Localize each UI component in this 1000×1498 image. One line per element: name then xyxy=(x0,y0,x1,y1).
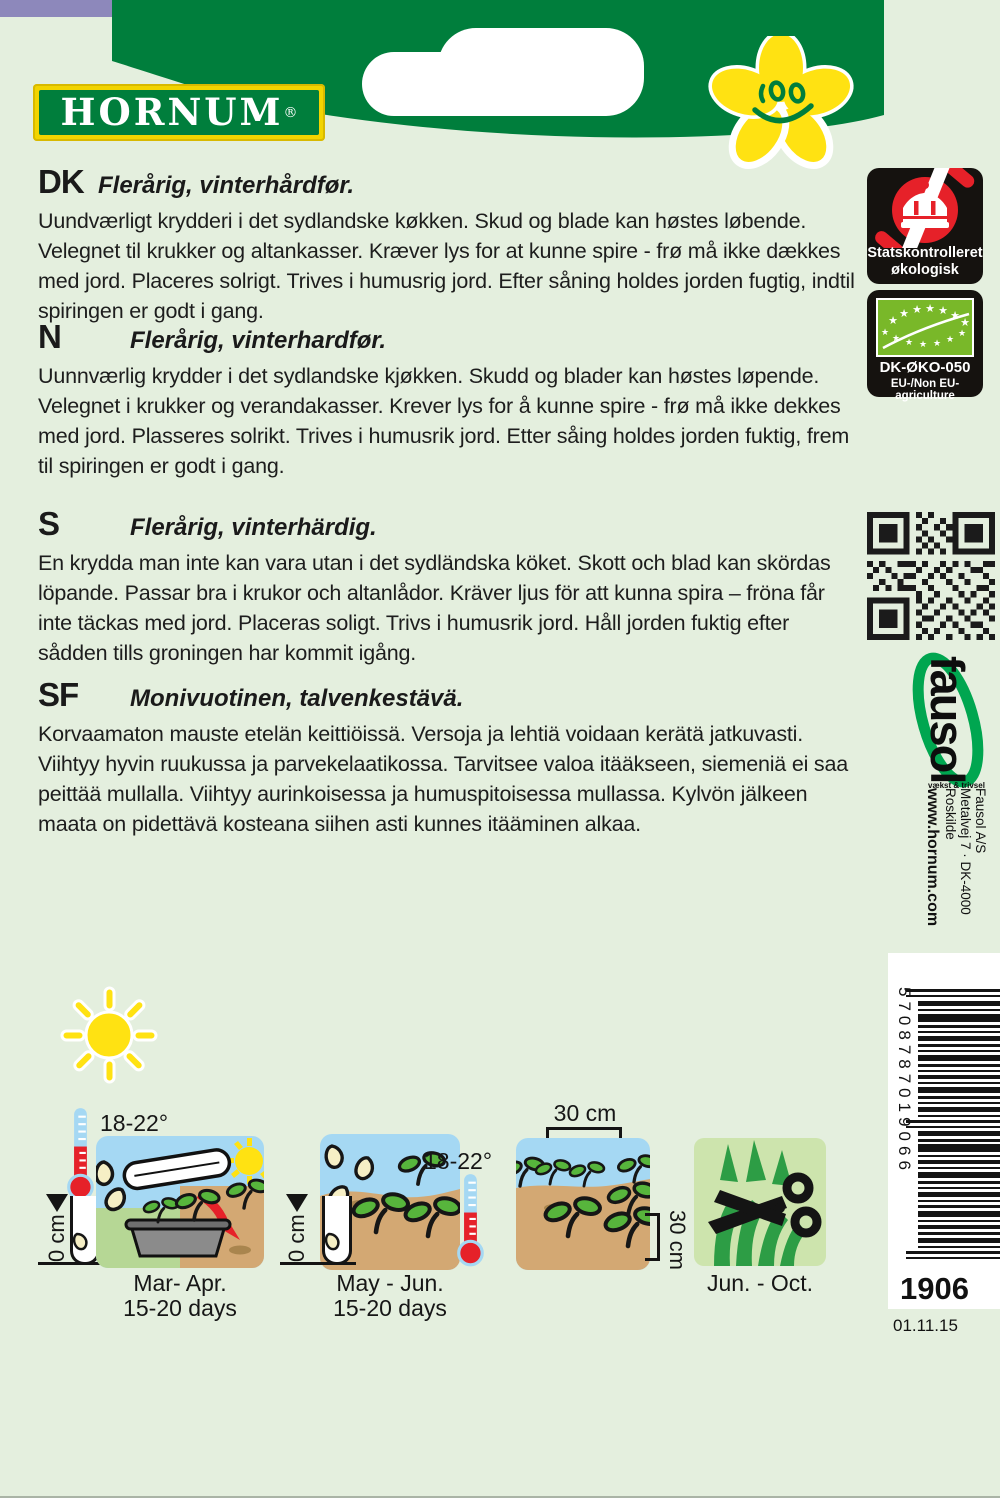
distributor-address xyxy=(924,788,1000,927)
item-number: 1906 xyxy=(900,1271,969,1306)
svg-text:★: ★ xyxy=(938,304,948,317)
svg-text:★: ★ xyxy=(960,316,970,329)
plant-spacing-label: 30 cm xyxy=(665,1210,690,1270)
section-s xyxy=(38,505,856,668)
barcode-number: 5708787019066 xyxy=(895,987,914,1175)
barcode-panel xyxy=(888,953,1000,1309)
website: www.hornum.com xyxy=(924,788,941,927)
fausol-logo-text: fausol xyxy=(921,656,974,783)
fausol-logo xyxy=(904,650,990,802)
seed-depth-channel xyxy=(322,1196,352,1265)
svg-text:★: ★ xyxy=(880,328,890,338)
step-caption xyxy=(675,1271,845,1296)
step-period: Jun. - Oct. xyxy=(706,1270,814,1296)
step-caption xyxy=(305,1271,475,1321)
row-spacing-label: 30 cm xyxy=(553,1100,617,1126)
section-body: Uundværligt krydderi i det sydlandske køkken. Skud og blade kan høstes løbende. Velegnet til krukker og altankasser. Kræver lys for at kunne spire - frø må ikke dækkes med jord. Placeres solrigt. Trives i humusrig jord. Efter såning holdes jorden fugtig, indtil spiringen er godt i gang. xyxy=(38,209,855,323)
pictogram-harvest xyxy=(694,1138,826,1266)
svg-text:★: ★ xyxy=(888,314,898,327)
sun-icon xyxy=(60,986,158,1084)
fausol-tagline: vækst & trivsel xyxy=(928,781,985,790)
brand-logo-inner xyxy=(39,90,319,135)
section-body: En krydda man inte kan vara utan i det sydländska köket. Skott och blad kan skördas löpande. Passar bra i krukor och altanlådor. Kräver ljus för att kunna spira – fröna får inte täckas med jord. Placeras soligt. Trivs i humusrik jord. Håll jorden fuktig efter sådden tills groningen har kommit igång. xyxy=(38,551,831,665)
spacing-bracket-v xyxy=(648,1213,660,1261)
section-code: SF xyxy=(38,676,79,713)
depth-marker-icon xyxy=(46,1194,68,1212)
step-period: May - Jun. xyxy=(336,1270,444,1296)
section-body: Korvaamaton mauste etelän keittiöissä. Versoja ja lehtiä voidaan kerätä jatkuvasti. Viihtyy hyvin ruukussa ja parvekelaatikossa. Tarvitsee valoa itääkseen, siemeniä ei saa peittää mullalla. Viihtyy aurinkoisessa ja humuspitoisessa mullassa. Kylvön jälkeen maata on pidettävä kosteana siihen asti kunnes itääminen alkaa. xyxy=(38,722,848,836)
svg-text:★: ★ xyxy=(904,338,914,348)
svg-text:★: ★ xyxy=(957,329,967,339)
section-body: Uunnværlig krydder i det sydlandske kjøkken. Skudd og blader kan høstes løpende. Velegnet i krukker og verandakasser. Krever lys for å kunne spire - frø må ikke dekkes med jord. Plasseres solrikt. Trives i humusrik jord. Etter såing holdes jorden fuktig, frem til spiringen er godt i gang. xyxy=(38,364,850,478)
svg-text:★: ★ xyxy=(950,309,960,322)
thermometer-icon xyxy=(66,1106,96,1202)
section-code: S xyxy=(38,505,60,542)
svg-text:★: ★ xyxy=(918,340,928,350)
organic-crown-icon xyxy=(867,168,983,248)
eu-leaf-icon xyxy=(867,290,983,358)
address-line: Fausol A/S xyxy=(973,788,988,854)
step-duration: 15-20 days xyxy=(333,1295,447,1321)
sowing-depth: 0 cm xyxy=(44,1214,69,1262)
svg-text:★: ★ xyxy=(945,335,955,345)
eu-label-code: DK-ØKO-050 xyxy=(879,359,971,376)
date-code: 01.11.15 xyxy=(893,1316,958,1335)
brand-logo xyxy=(33,84,325,141)
svg-text:★: ★ xyxy=(912,303,922,316)
organic-state-label xyxy=(867,168,983,284)
svg-text:★: ★ xyxy=(891,334,901,344)
soil-line xyxy=(280,1262,356,1265)
temperature-label: 18-22° xyxy=(100,1110,169,1136)
step-duration: 15-20 days xyxy=(123,1295,237,1321)
distributor-logo xyxy=(921,650,1000,790)
section-subtitle: Flerårig, vinterhärdig. xyxy=(130,514,377,541)
section-sf xyxy=(38,676,856,839)
section-code: DK xyxy=(38,163,84,200)
section-subtitle: Monivuotinen, talvenkestävä. xyxy=(130,685,464,712)
thermometer-icon xyxy=(456,1172,486,1268)
pictogram-indoor-sowing xyxy=(96,1136,264,1268)
step-period: Mar- Apr. xyxy=(133,1270,227,1296)
state-label-line2: økologisk xyxy=(891,262,959,278)
svg-text:★: ★ xyxy=(899,307,909,320)
eu-label-region: EU-/Non EU-agriculture xyxy=(890,378,960,403)
depth-marker-icon xyxy=(286,1194,308,1212)
registered-mark: ® xyxy=(283,104,298,121)
section-subtitle: Flerårig, vinterhardfør. xyxy=(130,327,387,354)
section-code: N xyxy=(38,318,61,355)
pictogram-spacing xyxy=(516,1138,650,1270)
step-caption xyxy=(95,1271,265,1321)
svg-text:★: ★ xyxy=(925,302,935,315)
organic-eu-label xyxy=(867,290,983,403)
section-dk xyxy=(38,163,856,326)
qr-code xyxy=(867,512,995,640)
smiling-flower-icon xyxy=(683,36,875,170)
sowing-depth: 0 cm xyxy=(284,1214,309,1262)
brand-name: HORNUM xyxy=(60,90,284,134)
section-subtitle: Flerårig, vinterhårdfør. xyxy=(98,172,355,199)
address-line: Metalvej 7 · DK-4000 Roskilde xyxy=(943,788,973,915)
state-label-line1: Statskontrolleret xyxy=(867,245,983,261)
temperature-label: 18-22° xyxy=(424,1148,493,1174)
section-n xyxy=(38,318,856,481)
svg-text:★: ★ xyxy=(932,339,942,349)
